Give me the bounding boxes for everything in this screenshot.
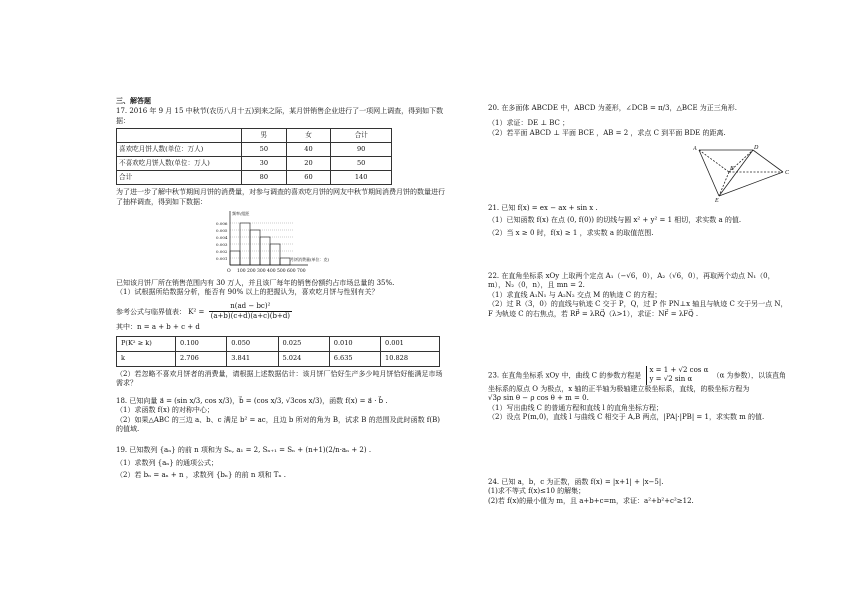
x-tick-label: O (227, 269, 231, 274)
table-header-cell: 女 (286, 129, 331, 143)
table-cell: 合计 (117, 171, 242, 185)
q20-part1: （1）求证：DE ⊥ BC ； (488, 119, 570, 128)
question-24 (488, 478, 788, 506)
formula-lhs: K² = (188, 307, 205, 316)
q19-part2: （2）若 bₙ = aₙ + n ，求数列 {bₙ} 的前 n 项和 Tₙ . (116, 471, 286, 480)
y-axis-title: 频率/组距 (232, 211, 250, 217)
table-cell: k (117, 351, 176, 366)
histogram-bar (270, 244, 280, 265)
edge-ed (719, 150, 753, 196)
x-tick-label: 600 (287, 269, 296, 274)
q17-after-table: 为了进一步了解中秋节期间月饼的消费量，对参与调查的喜欢吃月饼的网友中秋节期间消费月饼的数量进行了抽样调查，得到如下数据： (116, 188, 445, 206)
table-header-cell: 男 (242, 129, 287, 143)
question-21 (488, 204, 788, 266)
q23-system-x: x = 1 + √2 cos α (649, 366, 709, 374)
q22-part2: （2）过 R（3，0）的直线与轨迹 C 交于 P，Q，过 P 作 PN⊥x 轴且与轨迹 C 交于另一点 N，F 为轨迹 C 的右焦点，若 RP⃗ = λRQ⃗（λ>1），求证：NF⃗ = λFQ⃗ . (488, 300, 788, 318)
label-a: A (693, 146, 697, 152)
q18-stem: 18. 已知向量 a⃗ = (sin x/3, cos x/3)，b⃗ = (cos x/3, √3cos x/3)，函数 f(x) = a⃗ · b⃗ . (116, 396, 388, 405)
x-axis-title: 月饼消费量(单位：克) (290, 257, 330, 263)
q23-part1: （1）写出曲线 C 的普通方程和直线 l 的直角坐标方程； (488, 403, 663, 412)
table-cell: 5.024 (278, 351, 329, 366)
table-row (117, 336, 440, 351)
label-e: E (715, 198, 719, 202)
q20-part2: （2）若平面 ABCD ⊥ 平面 BCE ，AB = 2 ，求点 C 到平面 BDE 的距离. (488, 128, 726, 137)
y-tick-label: 0.003 (216, 242, 228, 248)
question-22 (488, 272, 788, 364)
formula-fraction (209, 302, 292, 322)
q23-polar: √3ρ sin θ − ρ cos θ + m = 0. (488, 394, 589, 403)
q17-part2: （2）若忽略不喜欢月饼者的消费量，请根据上述数据估计：该月饼厂恰好生产多少吨月饼恰好能满足市场需求？ (116, 369, 443, 388)
left-column (116, 96, 446, 481)
y-tick-label: 0.006 (216, 221, 228, 227)
edge-dc (753, 150, 783, 172)
question-19 (116, 446, 446, 480)
x-tick-label: 200 (247, 269, 256, 274)
table-cell: 0.025 (278, 336, 329, 351)
section-title: 三、解答题 (116, 96, 151, 105)
q21-part2: （2）当 x ≥ 0 时，f(x) ≥ 1 ，求实数 a 的取值范围. (488, 228, 654, 237)
histogram-bar (280, 258, 290, 265)
q23-system (646, 366, 709, 385)
table-cell: 0.100 (176, 336, 227, 351)
q23-stem-2: （α 为参数），以该直角坐标系的原点 O 为极点，x 轴的正半轴为极轴建立极坐标系，直线，的极坐标方程为 (488, 371, 787, 393)
table-row (117, 157, 392, 171)
q23-part2: （2）设点 P(m,0)，直线 l 与曲线 C 相交于 A,B 两点，|PA|·|PB| = 1，求实数 m 的值. (488, 413, 765, 422)
table-row (117, 143, 392, 157)
table-cell: 30 (242, 157, 287, 171)
q23-stem (488, 366, 788, 394)
table-cell: P(K² ≥ k) (117, 336, 176, 351)
q23-stem-1: 23. 在直角坐标系 xOy 中，曲线 C 的参数方程是 (488, 371, 642, 380)
q22-stem: 22. 在直角坐标系 xOy 上取两个定点 A₁（−√6，0），A₂（√6，0），再取两个动点 N₁（0，m），N₂（0，n），且 mn = 2. (488, 272, 775, 290)
formula-denominator: (a+b)(c+d)(a+c)(b+d) (210, 311, 291, 320)
table-header-cell (117, 129, 242, 143)
q23-system-y: y = √2 sin α (649, 375, 693, 384)
formula-where: 其中：n = a + b + c + d (116, 323, 200, 332)
q21-stem: 21. 已知 f(x) = ex − ax + sin x . (488, 204, 598, 212)
q24-part1: (1)求不等式 f(x)≤10 的解集； (488, 487, 586, 496)
question-23 (488, 366, 788, 476)
table-cell: 60 (286, 171, 331, 185)
table-header-row (117, 129, 392, 143)
label-c: C (785, 170, 790, 176)
table-header-cell: 合计 (331, 129, 392, 143)
q19-stem: 19. 已知数列 {aₙ} 的前 n 项和为 Sₙ, a₁ = 2, Sₙ₊₁ = Sₙ + (n+1)(2/n·aₙ + 2) . (116, 446, 372, 455)
polyhedron-figure (693, 144, 793, 202)
table-cell: 90 (331, 143, 392, 157)
edge-ec (719, 172, 783, 196)
q24-part2: (2)若 f(x)的最小值为 m，且 a+b+c=m，求证：a²+b²+c²≥12. (488, 496, 694, 505)
table-cell: 喜欢吃月饼人数(单位：万人) (117, 143, 242, 157)
q17-intro: 17. 2016 年 9 月 15 中秋节(农历八月十五)到来之际，某月饼销售企业进行了一项网上调查，得到如下数据： (116, 107, 444, 125)
question-18 (116, 397, 446, 435)
x-tick-label: 500 (277, 269, 286, 274)
x-tick-label: 400 (267, 269, 276, 274)
q17-part1: （1）试根据所给数据分析，能否有 90% 以上的把握认为，喜欢吃月饼与性别有关？ (116, 288, 379, 297)
formula-line (116, 302, 446, 322)
table-cell: 20 (286, 157, 331, 171)
formula-numerator: n(ad − bc)² (209, 302, 292, 312)
x-tick-label: 300 (257, 269, 266, 274)
q20-stem: 20. 在多面体 ABCDE 中，ABCD 为菱形，∠DCB = π/3，△BCE 为正三角形. (488, 104, 738, 112)
y-tick-label: 0.001 (216, 256, 228, 262)
label-b: B (730, 166, 734, 172)
q18-part2: （2）如果△ABC 的三边 a、b、c 满足 b² = ac，且边 b 所对的角为 B，试求 B 的范围及此时函数 f(B) 的值域. (116, 415, 441, 433)
right-column (488, 104, 788, 506)
table-cell: 50 (331, 157, 392, 171)
histogram-bar (250, 230, 260, 265)
table-cell: 3.841 (227, 351, 278, 366)
q18-part1: （1）求函数 f(x) 的对称中心； (116, 406, 214, 415)
table-cell: 0.001 (381, 336, 440, 351)
formula-label: 参考公式与临界值表： (116, 307, 186, 316)
q17-body1: 已知该月饼厂所在销售范围内有 30 万人，并且该厂每年的销售份额约占市场总量的 35%. (116, 278, 395, 287)
table-cell: 40 (286, 143, 331, 157)
q24-stem: 24. 已知 a，b，c 为正数，函数 f(x) = |x+1| + |x−5|. (488, 478, 664, 486)
table-cell: 0.010 (329, 336, 380, 351)
y-tick-label: 0.004 (216, 235, 228, 241)
q21-part1: （1）已知函数 f(x) 在点 (0, f(0)) 的切线与圆 x² + y² = 1 相切，求实数 a 的值. (488, 216, 742, 225)
table-row (117, 171, 392, 185)
question-20 (488, 104, 788, 202)
table-cell: 不喜欢吃月饼人数(单位：万人) (117, 157, 242, 171)
table-cell: 10.828 (381, 351, 440, 366)
table-cell: 50 (242, 143, 287, 157)
table-row (117, 351, 440, 366)
y-tick-label: 0.002 (216, 249, 228, 255)
y-tick-label: 0.005 (216, 228, 228, 234)
table-cell: 2.706 (176, 351, 227, 366)
table-cell: 0.050 (227, 336, 278, 351)
table-cell: 140 (331, 171, 392, 185)
q19-part1: （1）求数列 {aₙ} 的通项公式； (116, 458, 219, 467)
table-cell: 6.635 (329, 351, 380, 366)
label-d: D (754, 145, 759, 151)
histogram-chart (216, 209, 346, 273)
q22-part1: （1）求直线 A₁N₁ 与 A₂N₂ 交点 M 的轨迹 C 的方程； (488, 290, 662, 299)
histogram (216, 209, 446, 276)
table-cell: 80 (242, 171, 287, 185)
x-tick-label: 700 (297, 269, 306, 274)
survey-table (116, 128, 392, 185)
x-tick-label: 100 (237, 269, 246, 274)
critical-value-table (116, 336, 440, 367)
